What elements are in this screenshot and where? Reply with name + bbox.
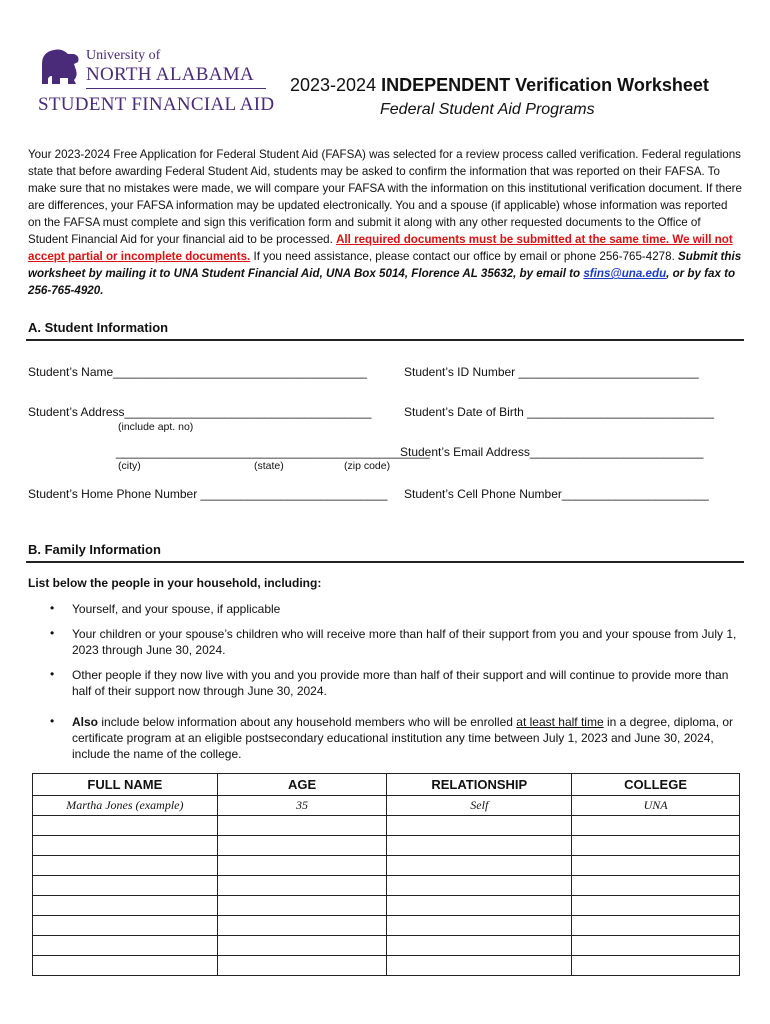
household-item-students xyxy=(72,714,744,762)
page-subtitle: Federal Student Aid Programs xyxy=(380,101,595,118)
table-row[interactable] xyxy=(33,916,740,936)
bullet-icon: • xyxy=(50,626,55,640)
state-hint: (state) xyxy=(254,460,284,472)
home-phone-field[interactable]: Student’s Home Phone Number ____________________________ xyxy=(28,487,388,501)
apt-hint: (include apt. no) xyxy=(118,421,194,433)
age-cell[interactable] xyxy=(217,956,387,976)
relationship-cell[interactable] xyxy=(387,856,572,876)
age-cell[interactable] xyxy=(217,836,387,856)
name-cell[interactable] xyxy=(33,936,218,956)
age-cell[interactable] xyxy=(217,936,387,956)
name-cell[interactable] xyxy=(33,816,218,836)
table-row[interactable] xyxy=(33,956,740,976)
relationship-cell[interactable] xyxy=(387,836,572,856)
relationship-cell[interactable] xyxy=(387,816,572,836)
email-link[interactable]: sfins@una.edu xyxy=(583,267,667,280)
page-title xyxy=(290,75,709,96)
col-full-name: FULL NAME xyxy=(33,774,218,796)
age-cell[interactable] xyxy=(217,816,387,836)
title-text: INDEPENDENT Verification Worksheet xyxy=(381,75,709,95)
logo-university-of: University of xyxy=(86,48,161,63)
zip-hint: (zip code) xyxy=(344,460,391,472)
cell-phone-field[interactable]: Student’s Cell Phone Number______________________ xyxy=(404,487,709,501)
student-name-field[interactable]: Student’s Name______________________________________ xyxy=(28,365,367,379)
student-address-field[interactable]: Student’s Address_____________________________________ xyxy=(28,405,372,419)
city-state-zip-field[interactable]: _______________________________________________ xyxy=(116,445,430,459)
table-row[interactable] xyxy=(33,876,740,896)
relationship-cell[interactable] xyxy=(387,896,572,916)
also-label: Also xyxy=(72,715,99,729)
relationship-cell[interactable] xyxy=(387,876,572,896)
bullet-icon: • xyxy=(50,667,55,681)
name-cell[interactable] xyxy=(33,896,218,916)
intro-text-2: If you need assistance, please contact our office by email or phone 256-765-4278. xyxy=(250,250,679,263)
example-age: 35 xyxy=(217,796,387,816)
bullet-icon: • xyxy=(50,714,55,728)
table-row-example xyxy=(33,796,740,816)
section-a-title: A. Student Information xyxy=(28,320,169,335)
age-cell[interactable] xyxy=(217,896,387,916)
table-row[interactable] xyxy=(33,936,740,956)
table-row[interactable] xyxy=(33,816,740,836)
city-hint: (city) xyxy=(118,460,141,472)
example-college: UNA xyxy=(572,796,740,816)
logo-student-financial-aid: STUDENT FINANCIAL AID xyxy=(38,94,275,115)
college-cell[interactable] xyxy=(572,816,740,836)
section-a-rule xyxy=(26,339,744,341)
table-header-row xyxy=(33,774,740,796)
table-row[interactable] xyxy=(33,856,740,876)
student-id-field[interactable]: Student’s ID Number ___________________________ xyxy=(404,365,699,379)
intro-text-1: Your 2023-2024 Free Application for Federal Student Aid (FAFSA) was selected for a review process called verification. Federal regulations state that before awarding Federal Student Aid, students may be asked to confirm the information that was reported on their FAFSA. To make sure that no mistakes were made, we will compare your FAFSA with the information on this institutional verification document. If there are differences, your FAFSA information may be updated electronically. You and a spouse (if applicable) whose information was reported on the FAFSA must complete and sign this verification form and submit it along with any other requested documents to the Office of Student Financial Aid for your financial aid to be processed. xyxy=(28,148,742,246)
age-cell[interactable] xyxy=(217,856,387,876)
age-cell[interactable] xyxy=(217,876,387,896)
bullet-icon: • xyxy=(50,601,55,615)
also-text-2: in a degree, diploma, or certificate program at an eligible postsecondary educational institution any time between July 1, 2023 and June 30, 2024, include the name of the college. xyxy=(72,715,734,761)
table-row[interactable] xyxy=(33,896,740,916)
student-email-field[interactable]: Student’s Email Address__________________________ xyxy=(400,445,704,459)
relationship-cell[interactable] xyxy=(387,936,572,956)
college-cell[interactable] xyxy=(572,936,740,956)
college-cell[interactable] xyxy=(572,916,740,936)
lion-icon xyxy=(38,46,82,86)
college-cell[interactable] xyxy=(572,836,740,856)
name-cell[interactable] xyxy=(33,956,218,976)
table-row[interactable] xyxy=(33,836,740,856)
col-college: COLLEGE xyxy=(572,774,740,796)
example-name: Martha Jones (example) xyxy=(33,796,218,816)
col-age: AGE xyxy=(217,774,387,796)
relationship-cell[interactable] xyxy=(387,916,572,936)
household-item-others: Other people if they now live with you and you provide more than half of their support and will continue to provide more than half of their support now through June 30, 2024. xyxy=(72,668,729,698)
name-cell[interactable] xyxy=(33,916,218,936)
example-relationship: Self xyxy=(387,796,572,816)
household-lead: List below the people in your household, including: xyxy=(28,576,322,590)
intro-warning: All required documents must be submitted at the same time. We will not accept partial or incomplete documents. xyxy=(28,233,733,263)
student-dob-field[interactable]: Student’s Date of Birth ____________________________ xyxy=(404,405,715,419)
una-logo xyxy=(36,44,276,124)
household-table xyxy=(32,773,740,976)
household-item-self: Yourself, and your spouse, if applicable xyxy=(72,602,281,616)
also-text-1: include below information about any household members who will be enrolled xyxy=(98,715,517,729)
name-cell[interactable] xyxy=(33,856,218,876)
intro-fax-text: , or by fax to 256-765-4920. xyxy=(28,267,736,297)
title-year: 2023-2024 xyxy=(290,75,377,95)
college-cell[interactable] xyxy=(572,856,740,876)
relationship-cell[interactable] xyxy=(387,956,572,976)
college-cell[interactable] xyxy=(572,896,740,916)
col-relationship: RELATIONSHIP xyxy=(387,774,572,796)
name-cell[interactable] xyxy=(33,836,218,856)
half-time-text: at least half time xyxy=(516,715,604,729)
name-cell[interactable] xyxy=(33,876,218,896)
section-b-title: B. Family Information xyxy=(28,542,161,557)
intro-submit-text: Submit this worksheet by mailing it to UNA Student Financial Aid, UNA Box 5014, Florence AL 35632, by email to xyxy=(28,250,742,280)
college-cell[interactable] xyxy=(572,956,740,976)
logo-divider xyxy=(86,88,266,89)
college-cell[interactable] xyxy=(572,876,740,896)
age-cell[interactable] xyxy=(217,916,387,936)
intro-paragraph xyxy=(28,146,742,299)
logo-north-alabama: NORTH ALABAMA xyxy=(86,64,254,85)
section-b-rule xyxy=(26,561,744,563)
household-item-children: Your children or your spouse’s children who will receive more than half of their support from you and your spouse from July 1, 2023 through June 30, 2024. xyxy=(72,627,737,657)
